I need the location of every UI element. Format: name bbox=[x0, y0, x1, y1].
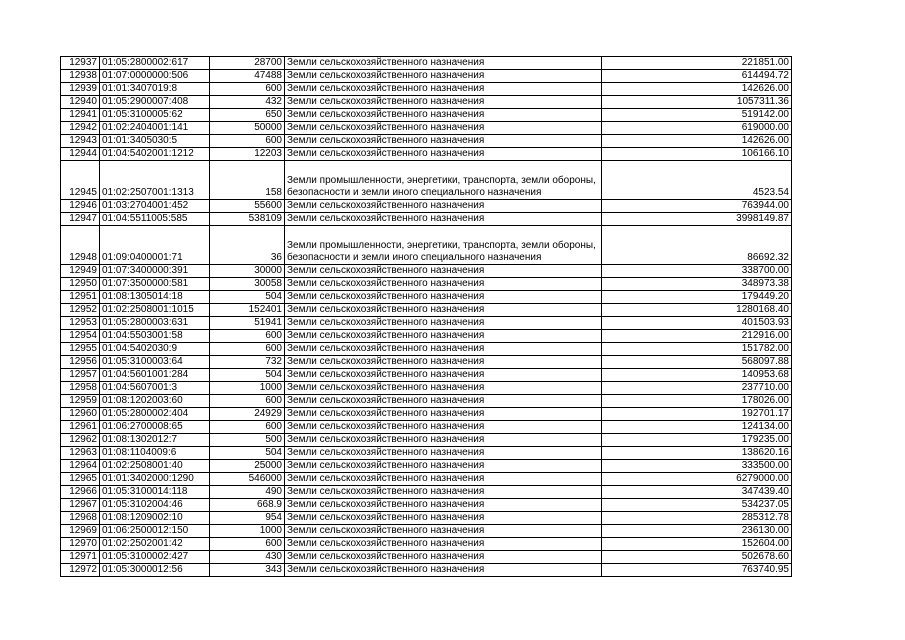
row-number-cell: 12947 bbox=[61, 213, 100, 226]
table-row bbox=[61, 395, 792, 408]
area-cell: 430 bbox=[210, 551, 285, 564]
table-row bbox=[61, 109, 792, 122]
area-cell: 432 bbox=[210, 96, 285, 109]
row-number-cell: 12970 bbox=[61, 538, 100, 551]
row-number-cell: 12944 bbox=[61, 148, 100, 161]
row-number-cell: 12948 bbox=[61, 226, 100, 265]
land-category-cell: Земли сельскохозяйственного назначения bbox=[285, 538, 602, 551]
area-cell: 158 bbox=[210, 161, 285, 200]
table-row bbox=[61, 317, 792, 330]
land-category-cell: Земли сельскохозяйственного назначения bbox=[285, 57, 602, 70]
cadastral-value-cell: 236130.00 bbox=[602, 525, 792, 538]
land-category-cell: Земли сельскохозяйственного назначения bbox=[285, 408, 602, 421]
row-number-cell: 12964 bbox=[61, 460, 100, 473]
cadastral-value-cell: 212916.00 bbox=[602, 330, 792, 343]
cadastral-value-cell: 178026.00 bbox=[602, 395, 792, 408]
cadastral-number-cell: 01:04:5402001:1212 bbox=[100, 148, 210, 161]
cadastral-number-cell: 01:04:5511005:585 bbox=[100, 213, 210, 226]
area-cell: 600 bbox=[210, 135, 285, 148]
area-cell: 954 bbox=[210, 512, 285, 525]
land-category-cell: Земли сельскохозяйственного назначения bbox=[285, 265, 602, 278]
table-row bbox=[61, 356, 792, 369]
row-number-cell: 12961 bbox=[61, 421, 100, 434]
table-row bbox=[61, 499, 792, 512]
table-row bbox=[61, 408, 792, 421]
row-number-cell: 12952 bbox=[61, 304, 100, 317]
cadastral-value-cell: 3998149.87 bbox=[602, 213, 792, 226]
table-row bbox=[61, 564, 792, 577]
area-cell: 1000 bbox=[210, 525, 285, 538]
area-cell: 1000 bbox=[210, 382, 285, 395]
cadastral-value-cell: 763740.95 bbox=[602, 564, 792, 577]
cadastral-number-cell: 01:04:5601001:284 bbox=[100, 369, 210, 382]
cadastral-value-cell: 401503.93 bbox=[602, 317, 792, 330]
land-category-cell: Земли сельскохозяйственного назначения bbox=[285, 460, 602, 473]
cadastral-value-cell: 192701.17 bbox=[602, 408, 792, 421]
cadastral-number-cell: 01:07:0000000:506 bbox=[100, 70, 210, 83]
area-cell: 30058 bbox=[210, 278, 285, 291]
table-row bbox=[61, 343, 792, 356]
cadastral-number-cell: 01:04:5607001:3 bbox=[100, 382, 210, 395]
cadastral-number-cell: 01:03:2704001:452 bbox=[100, 200, 210, 213]
row-number-cell: 12953 bbox=[61, 317, 100, 330]
land-category-cell: Земли сельскохозяйственного назначения bbox=[285, 278, 602, 291]
area-cell: 28700 bbox=[210, 57, 285, 70]
cadastral-number-cell: 01:01:3405030:5 bbox=[100, 135, 210, 148]
row-number-cell: 12957 bbox=[61, 369, 100, 382]
area-cell: 668.9 bbox=[210, 499, 285, 512]
table-row bbox=[61, 330, 792, 343]
cadastral-number-cell: 01:08:1302012:7 bbox=[100, 434, 210, 447]
land-category-cell: Земли сельскохозяйственного назначения bbox=[285, 499, 602, 512]
land-category-cell: Земли сельскохозяйственного назначения bbox=[285, 96, 602, 109]
table-row bbox=[61, 447, 792, 460]
cadastral-number-cell: 01:05:3102004:46 bbox=[100, 499, 210, 512]
row-number-cell: 12962 bbox=[61, 434, 100, 447]
cadastral-value-cell: 138620.16 bbox=[602, 447, 792, 460]
table-row bbox=[61, 135, 792, 148]
cadastral-number-cell: 01:08:1305014:18 bbox=[100, 291, 210, 304]
cadastral-number-cell: 01:02:2508001:1015 bbox=[100, 304, 210, 317]
table-row bbox=[61, 83, 792, 96]
land-category-cell: Земли сельскохозяйственного назначения bbox=[285, 473, 602, 486]
cadastral-value-cell: 348973.38 bbox=[602, 278, 792, 291]
row-number-cell: 12959 bbox=[61, 395, 100, 408]
table-row bbox=[61, 473, 792, 486]
row-number-cell: 12938 bbox=[61, 70, 100, 83]
table-row bbox=[61, 369, 792, 382]
table-row bbox=[61, 96, 792, 109]
cadastral-number-cell: 01:08:1202003:60 bbox=[100, 395, 210, 408]
area-cell: 600 bbox=[210, 421, 285, 434]
area-cell: 600 bbox=[210, 538, 285, 551]
cadastral-value-cell: 614494.72 bbox=[602, 70, 792, 83]
table-row bbox=[61, 291, 792, 304]
cadastral-number-cell: 01:06:2700008:65 bbox=[100, 421, 210, 434]
area-cell: 51941 bbox=[210, 317, 285, 330]
land-category-cell: Земли сельскохозяйственного назначения bbox=[285, 200, 602, 213]
cadastral-value-cell: 179449.20 bbox=[602, 291, 792, 304]
table-row bbox=[61, 161, 792, 200]
table-row bbox=[61, 421, 792, 434]
cadastral-value-cell: 619000.00 bbox=[602, 122, 792, 135]
land-category-cell: Земли сельскохозяйственного назначения bbox=[285, 291, 602, 304]
land-category-cell: Земли сельскохозяйственного назначения bbox=[285, 486, 602, 499]
cadastral-number-cell: 01:07:3400000:391 bbox=[100, 265, 210, 278]
cadastral-value-cell: 142626.00 bbox=[602, 135, 792, 148]
area-cell: 36 bbox=[210, 226, 285, 265]
cadastral-value-cell: 347439.40 bbox=[602, 486, 792, 499]
cadastral-number-cell: 01:05:2800002:404 bbox=[100, 408, 210, 421]
land-category-cell: Земли сельскохозяйственного назначения bbox=[285, 213, 602, 226]
row-number-cell: 12940 bbox=[61, 96, 100, 109]
cadastral-value-cell: 519142.00 bbox=[602, 109, 792, 122]
land-category-cell: Земли сельскохозяйственного назначения bbox=[285, 304, 602, 317]
table-row bbox=[61, 213, 792, 226]
table-row bbox=[61, 226, 792, 265]
row-number-cell: 12939 bbox=[61, 83, 100, 96]
row-number-cell: 12956 bbox=[61, 356, 100, 369]
cadastral-value-cell: 124134.00 bbox=[602, 421, 792, 434]
table-row bbox=[61, 57, 792, 70]
cadastral-value-cell: 763944.00 bbox=[602, 200, 792, 213]
cadastral-number-cell: 01:08:1104009:6 bbox=[100, 447, 210, 460]
row-number-cell: 12965 bbox=[61, 473, 100, 486]
cadastral-value-cell: 333500.00 bbox=[602, 460, 792, 473]
area-cell: 546000 bbox=[210, 473, 285, 486]
land-category-cell: Земли промышленности, энергетики, транспорта, земли обороны, безопасности и земли иного специального назначения bbox=[285, 226, 602, 265]
cadastral-number-cell: 01:05:3100005:62 bbox=[100, 109, 210, 122]
area-cell: 343 bbox=[210, 564, 285, 577]
land-plots-table bbox=[60, 56, 792, 577]
table-row bbox=[61, 551, 792, 564]
cadastral-number-cell: 01:07:3500000:581 bbox=[100, 278, 210, 291]
cadastral-value-cell: 221851.00 bbox=[602, 57, 792, 70]
land-category-cell: Земли сельскохозяйственного назначения bbox=[285, 70, 602, 83]
row-number-cell: 12949 bbox=[61, 265, 100, 278]
land-category-cell: Земли промышленности, энергетики, транспорта, земли обороны, безопасности и земли иного специального назначения bbox=[285, 161, 602, 200]
area-cell: 24929 bbox=[210, 408, 285, 421]
row-number-cell: 12943 bbox=[61, 135, 100, 148]
area-cell: 30000 bbox=[210, 265, 285, 278]
cadastral-value-cell: 6279000.00 bbox=[602, 473, 792, 486]
row-number-cell: 12954 bbox=[61, 330, 100, 343]
land-category-cell: Земли сельскохозяйственного назначения bbox=[285, 421, 602, 434]
land-category-cell: Земли сельскохозяйственного назначения bbox=[285, 83, 602, 96]
cadastral-number-cell: 01:06:2500012:150 bbox=[100, 525, 210, 538]
area-cell: 25000 bbox=[210, 460, 285, 473]
table-row bbox=[61, 486, 792, 499]
cadastral-value-cell: 237710.00 bbox=[602, 382, 792, 395]
table-row bbox=[61, 538, 792, 551]
row-number-cell: 12937 bbox=[61, 57, 100, 70]
area-cell: 600 bbox=[210, 343, 285, 356]
land-category-cell: Земли сельскохозяйственного назначения bbox=[285, 317, 602, 330]
area-cell: 732 bbox=[210, 356, 285, 369]
cadastral-value-cell: 151782.00 bbox=[602, 343, 792, 356]
land-category-cell: Земли сельскохозяйственного назначения bbox=[285, 148, 602, 161]
table-row bbox=[61, 382, 792, 395]
cadastral-value-cell: 502678.60 bbox=[602, 551, 792, 564]
area-cell: 47488 bbox=[210, 70, 285, 83]
land-category-cell: Земли сельскохозяйственного назначения bbox=[285, 369, 602, 382]
land-category-cell: Земли сельскохозяйственного назначения bbox=[285, 122, 602, 135]
land-category-cell: Земли сельскохозяйственного назначения bbox=[285, 447, 602, 460]
row-number-cell: 12971 bbox=[61, 551, 100, 564]
cadastral-number-cell: 01:09:0400001:71 bbox=[100, 226, 210, 265]
cadastral-value-cell: 568097.88 bbox=[602, 356, 792, 369]
cadastral-number-cell: 01:08:1209002:10 bbox=[100, 512, 210, 525]
cadastral-number-cell: 01:05:2800002:617 bbox=[100, 57, 210, 70]
area-cell: 600 bbox=[210, 330, 285, 343]
cadastral-value-cell: 179235.00 bbox=[602, 434, 792, 447]
cadastral-number-cell: 01:02:2502001:42 bbox=[100, 538, 210, 551]
area-cell: 490 bbox=[210, 486, 285, 499]
land-category-cell: Земли сельскохозяйственного назначения bbox=[285, 356, 602, 369]
land-category-cell: Земли сельскохозяйственного назначения bbox=[285, 551, 602, 564]
land-category-cell: Земли сельскохозяйственного назначения bbox=[285, 382, 602, 395]
land-category-cell: Земли сельскохозяйственного назначения bbox=[285, 395, 602, 408]
cadastral-value-cell: 86692.32 bbox=[602, 226, 792, 265]
row-number-cell: 12951 bbox=[61, 291, 100, 304]
area-cell: 55600 bbox=[210, 200, 285, 213]
land-category-cell: Земли сельскохозяйственного назначения bbox=[285, 434, 602, 447]
cadastral-value-cell: 1280168.40 bbox=[602, 304, 792, 317]
cadastral-number-cell: 01:04:5503001:58 bbox=[100, 330, 210, 343]
cadastral-number-cell: 01:05:2900007:408 bbox=[100, 96, 210, 109]
document-sheet bbox=[60, 56, 792, 577]
table-row bbox=[61, 434, 792, 447]
cadastral-number-cell: 01:01:3407019:8 bbox=[100, 83, 210, 96]
cadastral-value-cell: 4523.54 bbox=[602, 161, 792, 200]
area-cell: 650 bbox=[210, 109, 285, 122]
row-number-cell: 12958 bbox=[61, 382, 100, 395]
cadastral-value-cell: 1057311.36 bbox=[602, 96, 792, 109]
cadastral-value-cell: 140953.68 bbox=[602, 369, 792, 382]
cadastral-value-cell: 142626.00 bbox=[602, 83, 792, 96]
table-body bbox=[61, 57, 792, 577]
cadastral-value-cell: 106166.10 bbox=[602, 148, 792, 161]
row-number-cell: 12966 bbox=[61, 486, 100, 499]
area-cell: 50000 bbox=[210, 122, 285, 135]
land-category-cell: Земли сельскохозяйственного назначения bbox=[285, 109, 602, 122]
row-number-cell: 12941 bbox=[61, 109, 100, 122]
table-row bbox=[61, 70, 792, 83]
cadastral-number-cell: 01:02:2507001:1313 bbox=[100, 161, 210, 200]
area-cell: 12203 bbox=[210, 148, 285, 161]
area-cell: 500 bbox=[210, 434, 285, 447]
land-category-cell: Земли сельскохозяйственного назначения bbox=[285, 135, 602, 148]
table-row bbox=[61, 304, 792, 317]
table-row bbox=[61, 512, 792, 525]
table-row bbox=[61, 265, 792, 278]
cadastral-value-cell: 534237.05 bbox=[602, 499, 792, 512]
row-number-cell: 12968 bbox=[61, 512, 100, 525]
row-number-cell: 12955 bbox=[61, 343, 100, 356]
cadastral-number-cell: 01:05:3100002:427 bbox=[100, 551, 210, 564]
table-row bbox=[61, 148, 792, 161]
area-cell: 600 bbox=[210, 83, 285, 96]
cadastral-value-cell: 152604.00 bbox=[602, 538, 792, 551]
table-row bbox=[61, 525, 792, 538]
row-number-cell: 12969 bbox=[61, 525, 100, 538]
land-category-cell: Земли сельскохозяйственного назначения bbox=[285, 330, 602, 343]
cadastral-value-cell: 285312.78 bbox=[602, 512, 792, 525]
land-category-cell: Земли сельскохозяйственного назначения bbox=[285, 343, 602, 356]
cadastral-number-cell: 01:05:3100014:118 bbox=[100, 486, 210, 499]
row-number-cell: 12963 bbox=[61, 447, 100, 460]
cadastral-number-cell: 01:02:2404001:141 bbox=[100, 122, 210, 135]
cadastral-number-cell: 01:05:3000012:56 bbox=[100, 564, 210, 577]
area-cell: 504 bbox=[210, 291, 285, 304]
cadastral-number-cell: 01:05:2800003:631 bbox=[100, 317, 210, 330]
cadastral-number-cell: 01:04:5402030:9 bbox=[100, 343, 210, 356]
table-row bbox=[61, 460, 792, 473]
row-number-cell: 12967 bbox=[61, 499, 100, 512]
land-category-cell: Земли сельскохозяйственного назначения bbox=[285, 512, 602, 525]
cadastral-value-cell: 338700.00 bbox=[602, 265, 792, 278]
area-cell: 600 bbox=[210, 395, 285, 408]
area-cell: 504 bbox=[210, 447, 285, 460]
row-number-cell: 12945 bbox=[61, 161, 100, 200]
table-row bbox=[61, 278, 792, 291]
area-cell: 538109 bbox=[210, 213, 285, 226]
row-number-cell: 12950 bbox=[61, 278, 100, 291]
row-number-cell: 12972 bbox=[61, 564, 100, 577]
cadastral-number-cell: 01:01:3402000:1290 bbox=[100, 473, 210, 486]
land-category-cell: Земли сельскохозяйственного назначения bbox=[285, 525, 602, 538]
area-cell: 152401 bbox=[210, 304, 285, 317]
table-row bbox=[61, 122, 792, 135]
land-category-cell: Земли сельскохозяйственного назначения bbox=[285, 564, 602, 577]
cadastral-number-cell: 01:02:2508001:40 bbox=[100, 460, 210, 473]
table-row bbox=[61, 200, 792, 213]
row-number-cell: 12942 bbox=[61, 122, 100, 135]
row-number-cell: 12946 bbox=[61, 200, 100, 213]
row-number-cell: 12960 bbox=[61, 408, 100, 421]
cadastral-number-cell: 01:05:3100003:64 bbox=[100, 356, 210, 369]
area-cell: 504 bbox=[210, 369, 285, 382]
